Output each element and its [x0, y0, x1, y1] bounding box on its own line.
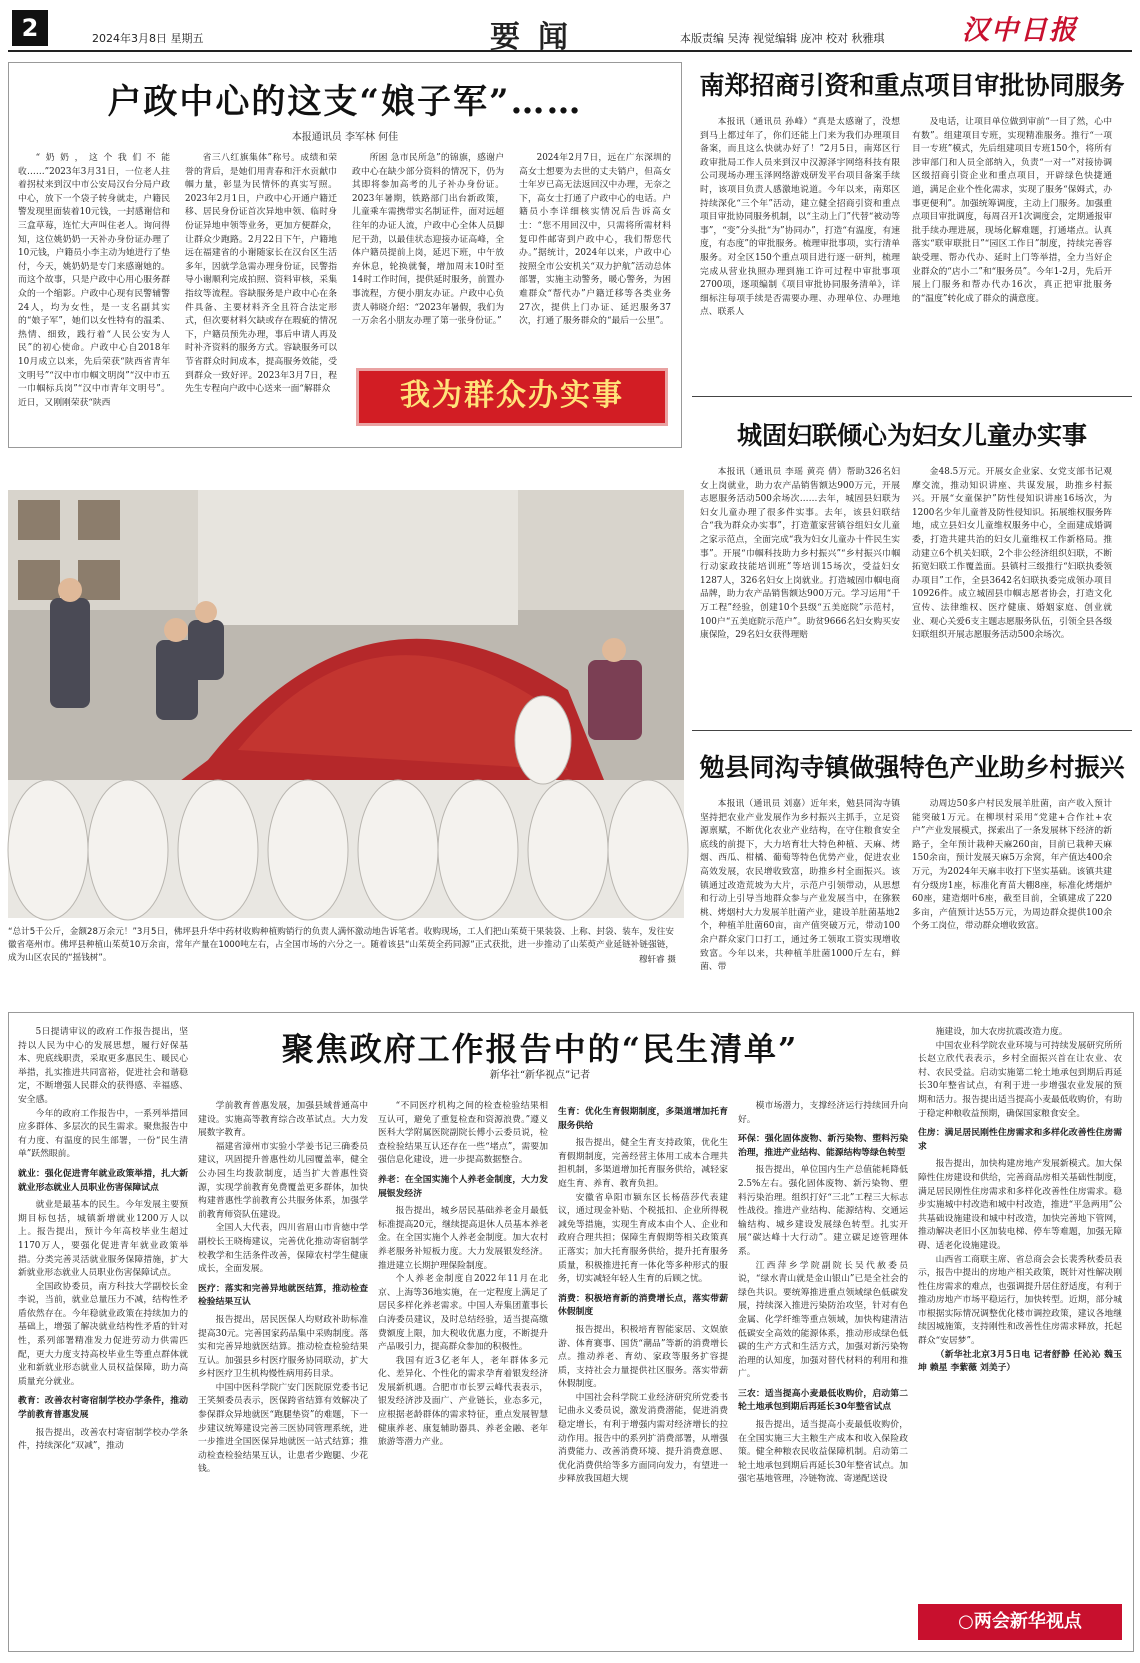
- story-column-nanzheng-2: 及电话，让项目单位做到审前“一目了然，心中有数”。组建项目专班，实现精准服务。推行“一项目一专班”模式，先后组建项目专班150个，将所有涉审部门和人员全部纳入，负责“一对一”对接协调区级招商引资企业和重点项目，开辟绿色快捷通道，满足企业个性化需求，实现了服务“保姆式，办事更便利”。加强统筹调度，主动上门服务。加强重点项目审批调度，每周召开1次调度会，定期通报审批手续办理进展，现场化解难题，打通堵点。认真落实“联审联批日”“园区工作日”制度，持续完善容缺受理、帮办代办、延时上门等举措，全力当好企业群众的“店小二”和“服务员”。今年1-2月，先后开展上门服务和帮办代办16次，真正把审批服务的“温度”转化成了群众的满意度。: [912, 117, 1112, 304]
- story-column-huzheng-1: “奶奶，这个我们不能收……”2023年3月31日，一位老人拄着拐杖来到汉中市公安局汉台分局户政中心，放下一个袋子转身就走，户籍民警发现里面装着10元钱，一封感谢信和三盒草莓，连忙大声叫住老人。询问得知，这位姚奶奶一天补办身份证办理了10元钱，户籍员小李主动为她进行了垫付，今天，姚奶奶是专门来感谢她的。而这个故事，只是户政中心用心服务群众的一个缩影。户政中心现有民警辅警24人，均为女性，是一支名副其实的“娘子军”，她们以女性特有的温柔、热情、细致，践行着“人民公安为人民”的初心使命。户政中心自2018年10月成立以来，先后荣获“陕西省青年文明号”“汉中市巾帼文明岗”“汉中市五一巾帼标兵岗”“汉中市青年文明号”。近日，又刚刚荣获“陕西: [18, 153, 170, 408]
- divider: [692, 730, 1132, 731]
- section-title: 要闻: [490, 20, 586, 55]
- story-column-chenggu-2: 金48.5万元。开展女企业家、女党支部书记观摩交流，推动知识讲座、共谋发展，助推乡村振兴。开展“女童保护”防性侵知识讲座16场次，为1200名少年儿童普及防性侵知识。拓展维权服务阵地，成立县妇女儿童维权服务中心，全面建成婚调委，打造共建共治的妇女儿童维权工作新格局。推动建立6个机关妇联，2个非公经济组织妇联，不断拓宽妇联工作覆盖面。县镇村三级推行“妇联执委领办项目”工作，全县3642名妇联执委完成领办项目10926件。成立城固县巾帼志愿者协会，打造文化宣传、法律维权、医疗健康、婚姻家庭、创业就业、观心关爱6支主题志愿服务队伍，引领全县各级妇联组织开展志愿服务活动500余场次。: [912, 467, 1112, 641]
- story-column-minsheng-2: 学前教育普惠发展，加强县域普通高中建设。实施高等教育综合改革试点。大力发展数字教育。 福建省漳州市实验小学姜书记三确委员建议，巩固提升普惠性幼儿园覆盖率，健全公办园生均拨款制度，适当扩大普惠性资源，实现学前教育免费覆盖更多群体，加快构建普惠性学前教育公共服务体系，加强学前教育师资队伍建设。 全国人大代表，四川省眉山市肯徳中学副校长王晓梅建议，完善优化推动寄宿制学校教学和生活条件改善，保障农村学生健康成长，全面发展。 医疗：落实和完善异地就医结算，推动检查检验结果互认 报告提出，居民医保人均财政补助标准提高30元。完善国家药品集中采购制度。落实和完善异地就医结算。推动检查检验结果互认。加强县乡村医疗服务协同联动，扩大乡村医疗卫生机构慢性病用药目录。 中国中医科学院广安门医院原党委书记王笑频委员表示，医保跨省结算有效解决了参保群众异地就医“跑腿垫资”的难题，下一步建议统筹建设完善三医协同管理系统，进一步推进全国医保异地就医一站式结算；推动检查检验结果互认，让患者少跑腿、少花钱。: [198, 1101, 368, 1475]
- dateline: （新华社北京3月5日电 记者舒静 任沁沁 魏玉坤 赖星 李紫薇 刘美子）: [918, 1349, 1122, 1374]
- story-headline-chenggu: 城固妇联倾心为妇女儿童办实事: [736, 421, 1087, 450]
- story-column-chenggu-1: 本报讯（通讯员 李瑶 黄亮 倩）帮助326名妇女上岗就业，助力农产品销售额达900万元，开展志愿服务活动500余场次……去年，城固县妇联为妇女儿童办理了很多件实事。去年，该县妇联结合“我为群众办实事”，打造董家营镇谷组妇女儿童之家示范点，全面完成“我为妇女儿童办十件民生实事”。开展“巾帼科技助力乡村振兴”“乡村振兴巾帼行动家政技能培训班”等培训15场次，受益妇女1287人，326名妇女上岗就业。打造城固巾帼电商品牌，助力农产品销售额达900万元。学习运用“千万工程”经验，创建10个县级“五美庭院”示范村，100户“五美庭院示范户”。助贫9666名妇女购买安康保险，29名妇女获得理赔: [700, 467, 900, 641]
- story-column-minsheng-4: 生育：优化生育假期制度，多渠道增加托育服务供给 报告提出，健全生育支持政策，优化生育假期制度，完善经营主体用工成本合理共担机制，多渠道增加托育服务供给，减轻家庭生育、养育、教育负担。 安徽省阜阳市颍东区长杨蓓莎代表建议，通过现金补贴、个税抵扣、企业所得税减免等措施，实现生育成本由个人、企业和政府合理共担；保障生育假期等相关政策真正落实；加大托育服务供给，提升托育服务质量，积极推进托育一体化等多种形式的服务，切实减轻年轻人生育的后顾之忧。 消费：积极培育新的消费增长点，落实带薪休假制度 报告提出，积极培育智能家居、文娱旅游、体育赛事、国货“潮品”等新的消费增长点。推动养老、育幼、家政等服务扩容提质，支持社会力量提供社区服务。落实带薪休假制度。 中国社会科学院工业经济研究所党委书记曲永义委员说，激发消费潜能，促进消费稳定增长，有利于增强内需对经济增长的拉动作用。报告中的系列扩消费部署，从增强消费能力、改善消费环境、提升消费意愿、优化消费供给等多方面同向发力，有望进一步释放我国超大规: [558, 1107, 728, 1485]
- news-photo: [8, 490, 684, 918]
- story-headline-minsheng: 聚焦政府工作报告中的“民生清单”: [281, 1030, 799, 1068]
- story-column-minsheng-6: 施建设，加大农房抗震改造力度。 中国农业科学院农业环境与可持续发展研究所所长赵立欣代表表示，乡村全面振兴首在让农业、农村、农民受益。启动实施第二轮土地承包到期后再延长30年整省试点，有利于进一步增强农业发展的预期和活力。报告提出适当提高小麦最低收购价，有助于稳定种粮收益预期，确保国家粮食安全。 住房：满足居民刚性住房需求和多样化改善性住房需求 报告提出，加快构建房地产发展新模式。加大保障性住房建设和供给，完善商品房相关基础性制度，满足居民刚性住房需求和多样化改善性住房需求。稳步实施城中村改造和城中村改造，推进“平急两用”公共基础设施建设和城中村改造，加快完善地下管网，推动解决老旧小区加装电梯、停车等难题，加强无障碍、适老化设施建设。 山西省工商联主席、省总商会会长裴秀秋委员表示，报告中提出的房地产相关政策，既针对性解决刚性住房需求的难点，也强调提升居住舒适度，有利于推动房地产市场平稳运行，加快转型。近期，部分城市根据实际情况调整优化楼市调控政策，建议各地继续因城施策，支持刚性和改善性住房需求释放，托起群众“安居梦”。 （新华社北京3月5日电 记者舒静 任沁沁 魏玉坤 赖星 李紫薇 刘美子）: [918, 1026, 1122, 1566]
- story-column-huzheng-4: 2024年2月7日，远在广东深圳的高女士想要为去世的丈夫销户，但高女士年岁已高无法返回汉中办理，无奈之下，高女士打通了户政中心的电话。户籍员小李详细核实情况后告诉高女士：“您不用回汉中，只需将所需材料复印件邮寄到户政中心，我们帮您代办。”据统计，2024年以来，户政中心按照全市公安机关“双力护航”活动总体部署，实施主动警务，暖心警务，为困难群众“帮代办”户籍迁移等各类业务27次，提供上门办证、延迟服务37次，打通了服务群众的“最后一公里”。: [519, 153, 671, 327]
- story-column-minsheng-1: 5日提请审议的政府工作报告提出，坚持以人民为中心的发展思想，履行好保基本、兜底线职责，采取更多惠民生、暖民心举措，扎实推进共同富裕，促进社会和谐稳定，不断增强人民群众的获得感、幸福感、安全感。 今年的政府工作报告中，一系列举措回应多群体、多层次的民生需求。聚焦报告中有力度、有温度的民生部署，一份“民生清单”跃然眼前。 就业：强化促进青年就业政策举措，扎大新就业形态就业人员职业伤害保障试点 就业是最基本的民生。今年发展主要预期目标包括，城镇新增就业1200万人以上。报告提出，预计今年高校毕业生超过1170万人，要强化促进青年就业政策举措。分类完善灵活就业服务保障措施，扩大新就业形态就业人员职业伤害保障试点。 全国政协委员，南方科技大学副校长金李说，当前，就业总量压力不减，结构性矛盾依然存在。今年稳就业政策在持续加力的基础上，增强了解决就业结构性矛盾的针对性，系列部署精准发力促进劳动力供需匹配，更大力度支持高校毕业生等重点群体就业和新就业形态就业人员权益保障，助力高质量充分就业。 教育：改善农村寄宿制学校办学条件，推动学前教育普惠发展 报告提出，改善农村寄宿制学校办学条件，持续深化“双减”，推动: [18, 1027, 188, 1452]
- story-column-minsheng-3: “不同医疗机构之间的检查检验结果相互认可，避免了重复检查和资源浪费。”遵义医科大学附属医院副院长傅小云委员说，检查检验结果互认还存在一些“堵点”，需要加强信息化建设，进一步提高数据整合。 养老：在全国实施个人养老金制度，大力发展银发经济 报告提出，城乡居民基础养老金月最低标准提高20元，继续提高退休人员基本养老金。在全国实施个人养老金制度。加大农村养老服务补短板力度。大力发展银发经济。推进建立长期护理保险制度。 个人养老金制度自2022年11月在北京、上海等36地实施，在一定程度上满足了居民多样化养老需求。中国人寿集团董事长白涛委员建议，及时总结经验，适当提高缴费额度上限，加大税收优惠力度，不断提升产品吸引力，提高群众参加的积极性。 我国有近3亿老年人，老年群体多元化、差异化、个性化的需求孕育着银发经济发展新机遇。合肥市市长罗云峰代表表示，银发经济涉及面广、产业链长，业态多元，应根据老龄群体的需求特征，重点发展智慧健康养老、康复辅助器具、养老金融、老年旅游等潜力产业。: [378, 1101, 548, 1448]
- photo-caption-text: “总计5千公斤，金额28万余元！”3月5日，佛坪县升华中药材收购种植购销行的负责人满怀激动地告诉笔者。收购现场，工人们把山茱萸干果装袋、上称、封袋、装车，发往安徽省亳州市。佛坪县种植山茱萸10万余亩，常年产量在1000吨左右，占全国市场的六分之一。随着该县“山茱萸全药同源”正式获批，进一步推动了山茱萸产业延链补链强链，成为山区农民的“摇钱树”。: [8, 927, 674, 963]
- subheading: 三农：适当提高小麦最低收购价，启动第二轮土地承包到期后再延长30年整省试点: [738, 1388, 908, 1413]
- story-column-minsheng-5: 模市场潜力，支撑经济运行持续回升向好。 环保：强化固体废物、新污染物、塑料污染治理，推进产业结构、能源结构等绿色转型 报告提出，单位国内生产总值能耗降低2.5%左右。强化固体废物、新污染物、塑料污染治理。组织打好“三北”工程三大标志性战役。推进产业结构、能源结构、交通运输结构、城乡建设发展绿色转型。扎实开展“碳达峰十大行动”。建立碳足迹管理体系。 江西萍乡学院副院长吴代赦委员说，“绿水青山就是金山银山”已是全社会的绿色共识。要统筹推进重点领域绿色低碳发展，持续深入推进污染防治攻坚，针对有色金属、化学纤维等重点领域，加快构建清洁低碳安全高效的能源体系，推动形成绿色低碳的生产方式和生活方式，加强对新污染物治理的认知度，加强对替代材料的利用和推广。 三农：适当提高小麦最低收购价，启动第二轮土地承包到期后再延长30年整省试点 报告提出，适当提高小麦最低收购价，在全国实施三大主粮生产成本和收入保险政策。健全种粮农民收益保障机制。启动第二轮土地承包到期后再延长30年整省试点。加强宅基地管理，冷链物流、寄递配送设: [738, 1101, 908, 1485]
- page-number: 2: [12, 10, 48, 46]
- subheading: 就业：强化促进青年就业政策举措，扎大新就业形态就业人员职业伤害保障试点: [18, 1168, 188, 1193]
- story-column-nanzheng-1: 本报讯（通讯员 孙峰）“真是太感谢了，没想到马上都过年了，你们还能上门来为我们办理项目备案，而且这么快就办好了！”2月5日，南郑区行政审批局工作人员来到汉中汉源泽宇网络科技有限公司现场办理玉泽网络游戏研发平台项目备案手续时，该项目负责人感激地说道。今年以来，南郑区持续深化“三个年”活动，建立健全招商引资和重点项目审批协同服务机制，以“主动上门”代替“被动等事”，“变”分头批“为”协同办”，打造“有温度，有速度，有态度”的审批服务。梳理审批事项，实行清单服务。对全区150个重点项目进行逐一研判，梳理完成从营业执照办理到施工许可过程中审批事项2700项，逐项编制《项目审批协同服务清单》，详细标注每项手续是否需要办理、办理单位、办理地点、联系人: [700, 117, 900, 318]
- story-headline-huzheng: 户政中心的这支“娘子军”……: [107, 82, 583, 122]
- subheading: 养老：在全国实施个人养老金制度，大力发展银发经济: [378, 1174, 548, 1199]
- subheading: 环保：强化固体废物、新污染物、塑料污染治理，推进产业结构、能源结构等绿色转型: [738, 1134, 908, 1158]
- subheading: 消费：积极培育新的消费增长点，落实带薪休假制度: [558, 1293, 728, 1318]
- story-column-mianxian-1: 本报讯（通讯员 刘嘉）近年来，勉县同沟寺镇坚持把农业产业发展作为乡村振兴主抓手，立足资源禀赋，不断优化农业产业结构，在守住粮食安全底线的前提下，大力培育壮大特色种植、天麻、烤烟、西瓜、柑橘、葡萄等特色优势产业，促进农业高效发展，农民增收致富，助推乡村全面振兴。该镇通过改造荒坡为大片，示范户引领带动，从思想和行动上引导当地群众参与产业发展当中，在猕猴桃、烤烟村大力发展羊肚菌产业，建设羊肚菌基地2个，种植羊肚菌60亩，亩产值突破万元，带动100余户群众家门口打工，通过务工领取工资实现增收致富。今年以来，共种植羊肚菌1000斤左右，鲜菌、带: [700, 799, 900, 973]
- xinhua-badge: ○两会新华视点: [918, 1604, 1122, 1640]
- campaign-badge: 我为群众办实事: [356, 368, 668, 426]
- issue-date: 2024年3月8日 星期五: [92, 32, 204, 45]
- photo-caption: [8, 926, 674, 965]
- story-column-huzheng-3: 所困 急市民所急”的锦旗，感谢户政中心在缺少部分资料的情况下，仍为其即将参加高考的儿子补办身份证。2023年暑期，铁路部门出台新政策，儿童乘车需携带实名制证件，面对远超往年的办证人流，户政中心全体人员脚尼干劲，以最佳状态迎接办证高峰，全体户籍员提前上岗，延迟下班，中午放弃休息，轮换就餐，增加周末10时至14时工作时间，提供延时服务，前置办事流程，方便小朋友办证。户政中心负责人韩晓介绍：“2023年暑假，我们为一万余名小朋友办理了第一张身份证。”: [352, 153, 504, 327]
- subheading: 生育：优化生育假期制度，多渠道增加托育服务供给: [558, 1107, 728, 1131]
- subheading: 教育：改善农村寄宿制学校办学条件，推动学前教育普惠发展: [18, 1396, 188, 1421]
- story-headline-nanzheng: 南郑招商引资和重点项目审批协同服务: [699, 71, 1125, 100]
- photo-illustration: [8, 490, 684, 918]
- subheading: 住房：满足居民刚性住房需求和多样化改善性住房需求: [918, 1128, 1122, 1152]
- story-byline-minsheng: 新华社“新华视点”记者: [489, 1070, 591, 1081]
- story-headline-mianxian: 勉县同沟寺镇做强特色产业助乡村振兴: [699, 753, 1125, 782]
- story-column-mianxian-2: 动周边50多户村民发展羊肚菌，亩产收入预计能突破1万元。在柳坝村采用“党建+合作社+农户”产业发展模式，探索出了一条发展林下经济的新路子，全年预计栽种天麻260亩，目前已栽种天麻150余亩，预计发展天麻5万余窝，年产值达400余万元，为2024年天麻丰收打下坚实基础。该镇共建有分级房1座，标准化育苗大棚8座，标准化烤烟炉60座，建造烟叶6座，截至目前，全镇建成了220多亩，产值预计达55万元，为周边群众提供100余个务工岗位，带动群众增收致富。: [912, 799, 1112, 932]
- subheading: 医疗：落实和完善异地就医结算，推动检查检验结果互认: [198, 1283, 368, 1308]
- masthead-rule: [8, 50, 1132, 52]
- story-column-huzheng-2: 省三八红旗集体”称号。成绩和荣誉的背后，是她们用青春和汗水贡献巾帼力量，彰显为民情怀的真实写照。2023年2月1日，户政中心开通户籍迁移、居民身份证首次异地申领、临时身份证异地申领等业务，更加方便群众，让群众少跑路。2月22日下午，户籍地远在福建省的小谢随家长在汉台区生活多年，因就学急需办理身份证，民警指导小谢顺利完成拍照、资料审核，采集指纹等流程。容缺服务是户政中心在条件具备、主要材料齐全且符合法定形式，但次要材料欠缺或存在瑕疵的情况下，户籍员预先办理，事后申请人再及时补齐资料的服务方式。容缺服务可以节省群众时间成本，提高服务效能，受到群众一致好评。2023年3月7日，程先生专程向户政中心送来一面“解群众: [185, 153, 337, 395]
- newspaper-logo: 汉中日报: [962, 15, 1078, 46]
- photo-credit: 穆轩睿 摄: [638, 955, 676, 965]
- story-byline-huzheng: 本报通讯员 李军林 何佳: [291, 132, 399, 143]
- staff-credits: 本版责编 吴涛 视觉编辑 庞冲 校对 秋雅琪: [680, 32, 885, 45]
- divider: [692, 396, 1132, 397]
